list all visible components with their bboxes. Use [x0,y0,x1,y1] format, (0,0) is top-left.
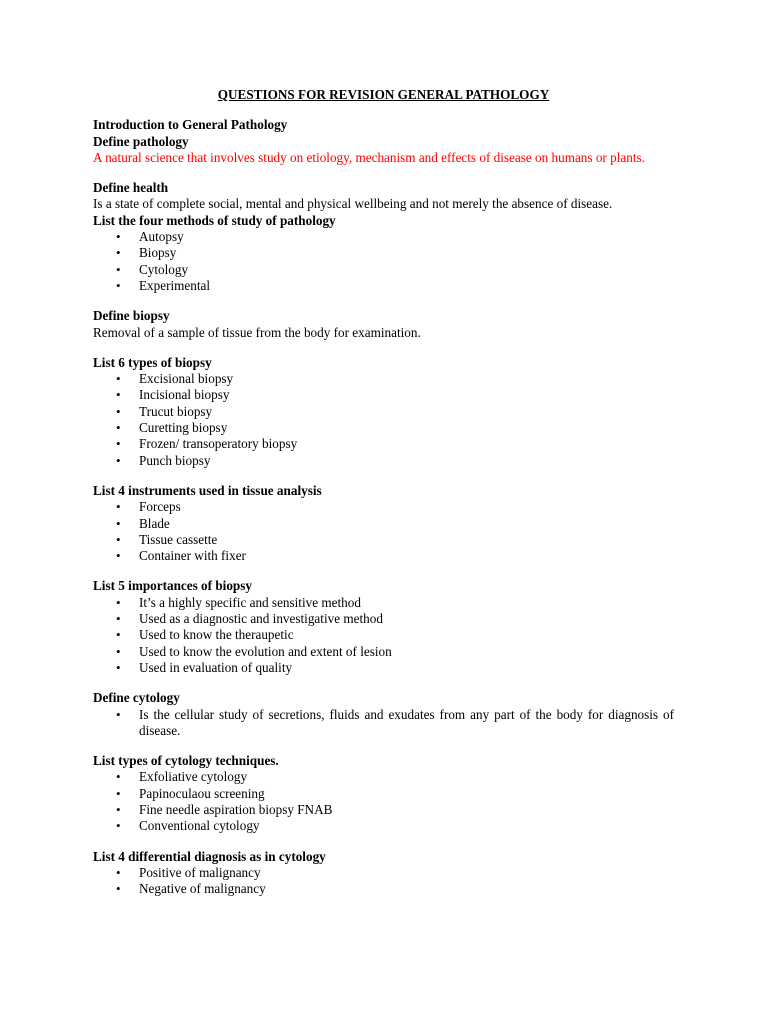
question-importances: List 5 importances of biopsy [93,578,252,594]
question-instruments: List 4 instruments used in tissue analysis [93,482,322,498]
section-heading: Introduction to General Pathology [93,117,288,133]
question-define-cytology: Define cytology [93,690,180,706]
question-cytology-techniques: List types of cytology techniques. [93,753,279,769]
list-item: • It’s a highly specific and sensitive method [139,595,674,611]
list-item: • Punch biopsy [139,453,674,469]
list-item: • Trucut biopsy [139,404,674,420]
answer-define-pathology: A natural science that involves study on etiology, mechanism and effects of disease on humans or plants. [93,149,645,165]
list-item: • Used in evaluation of quality [139,660,674,676]
list-item: • Forceps [139,499,674,515]
list-item: • Used to know the theraupetic [139,627,674,643]
cytology-definition-list [93,707,674,740]
spacer [93,676,674,690]
list-item: • Curetting biopsy [139,420,674,436]
spacer [93,564,674,578]
list-item: • Container with fixer [139,548,674,564]
biopsy-types-list [93,371,674,469]
list-item: • Tissue cassette [139,532,674,548]
spacer [93,835,674,849]
question-biopsy-types: List 6 types of biopsy [93,354,212,370]
list-item: • Blade [139,516,674,532]
spacer [93,341,674,355]
list-item: • Biopsy [139,245,674,261]
cytology-techniques-list [93,769,674,834]
list-item: • Autopsy [139,229,674,245]
list-item: • Excisional biopsy [139,371,674,387]
list-item: • Conventional cytology [139,818,674,834]
spacer [93,469,674,483]
list-item: • Frozen/ transoperatory biopsy [139,436,674,452]
question-methods: List the four methods of study of pathology [93,212,336,228]
question-define-pathology: Define pathology [93,133,189,149]
question-define-biopsy: Define biopsy [93,308,170,324]
list-item: • Is the cellular study of secretions, fluids and exudates from any part of the body for diagnosis of disease. [139,707,674,740]
question-define-health: Define health [93,180,169,196]
list-item: • Experimental [139,278,674,294]
spacer [93,739,674,753]
list-item: • Papinoculaou screening [139,786,674,802]
importances-list [93,595,674,676]
list-item: • Cytology [139,262,674,278]
question-differential: List 4 differential diagnosis as in cytology [93,848,326,864]
instruments-list [93,499,674,564]
list-item: • Used to know the evolution and extent of lesion [139,644,674,660]
list-item: • Positive of malignancy [139,865,674,881]
document-title: QUESTIONS FOR REVISION GENERAL PATHOLOGY [217,87,550,102]
list-item: • Used as a diagnostic and investigative method [139,611,674,627]
list-item: • Negative of malignancy [139,881,674,897]
methods-list [93,229,674,294]
list-item: • Incisional biopsy [139,387,674,403]
answer-define-biopsy: Removal of a sample of tissue from the body for examination. [93,324,421,340]
spacer [93,294,674,308]
spacer [93,166,674,180]
list-item: • Fine needle aspiration biopsy FNAB [139,802,674,818]
answer-define-health: Is a state of complete social, mental and physical wellbeing and not merely the absence of disease. [93,196,613,212]
list-item: • Exfoliative cytology [139,769,674,785]
differential-list [93,865,674,898]
